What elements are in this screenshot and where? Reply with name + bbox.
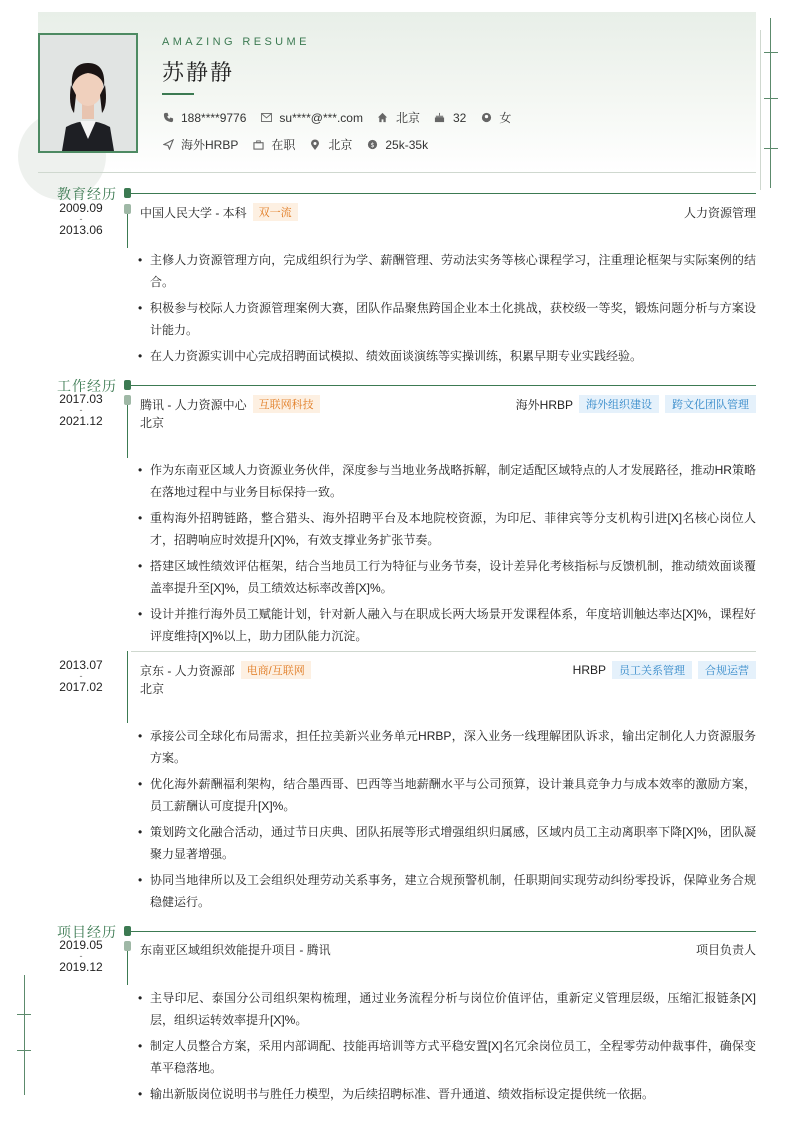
section-title-work: 工作经历 [57, 379, 117, 395]
work-role-line [436, 395, 756, 413]
list-item: • 协同当地律所以及工会组织处理劳动关系事务，建立合规预警机制，任职期间实现劳动纠纷零投诉，保障业务合规稳健运行。 [138, 869, 756, 913]
list-item: • 优化海外薪酬福利架构，结合墨西哥、巴西等当地薪酬水平与公司预算，设计兼具竞争力与成本效率的激励方案，员工薪酬认可度提升[X]%。 [138, 773, 756, 817]
age-text: 32 [452, 110, 467, 125]
education-bullets [138, 249, 756, 371]
salary-text: 25k-35k [385, 137, 429, 152]
status-text: 在职 [271, 138, 296, 152]
end-date: 2021.12 [59, 414, 103, 428]
industry-tag: 电商/互联网 [241, 661, 311, 679]
list-item: • 在人力资源实训中心完成招聘面试模拟、绩效面谈演练等实操训练，积累早期专业实践经验。 [138, 345, 756, 367]
timeline-line [127, 214, 128, 248]
work-bullets [138, 459, 756, 651]
start-date: 2009.09 [59, 201, 103, 215]
end-date: 2017.02 [59, 680, 103, 694]
skill-tag: 跨文化团队管理 [665, 395, 756, 413]
header-divider [38, 172, 756, 173]
timeline-node [124, 926, 131, 936]
education-school-line [140, 203, 298, 221]
list-item: • 重构海外招聘链路，整合猎头、海外招聘平台及本地院校资源，为印尼、菲律宾等分支机构引进[X]名核心岗位人才，招聘响应时效提升[X]%，有效支撑业务扩张节奏。 [138, 507, 756, 551]
gender-text: 女 [499, 111, 512, 125]
role-text: HRBP [572, 663, 606, 677]
phone-number: 188****9776 [181, 110, 247, 125]
portrait-image [40, 35, 136, 151]
end-date: 2019.12 [59, 960, 103, 974]
target-position-text: 海外HRBP [181, 138, 239, 152]
phone-info [162, 111, 246, 125]
work-company-line [140, 395, 320, 413]
school-tag: 双一流 [253, 203, 298, 221]
target-city-info [309, 136, 352, 153]
job-intention-row [162, 136, 442, 153]
list-item: • 积极参与校际人力资源管理案例大赛，团队作品聚焦跨国企业本土化挑战，获校级一等奖，锻炼问题分析与方案设计能力。 [138, 297, 756, 341]
major-text: 人力资源管理 [683, 206, 756, 220]
list-item: • 搭建区域性绩效评估框架，结合当地员工行为特征与业务节奏，设计差异化考核指标与反馈机制，推动绩效面谈覆盖率提升至[X]%，员工绩效达标率改善[X]%。 [138, 555, 756, 599]
date-separator: - [79, 671, 83, 681]
email-address: su****@***.com [279, 110, 363, 125]
decorative-line [760, 30, 761, 190]
skill-tag: 合规运营 [698, 661, 756, 679]
start-date: 2019.05 [59, 938, 103, 952]
cake-icon [434, 112, 446, 124]
list-item: • 制定人员整合方案，采用内部调配、技能再培训等方式平稳安置[X]名冗余岗位员工，全程零劳动仲裁事件，确保变革平稳落地。 [138, 1035, 756, 1079]
work-dates [51, 394, 111, 427]
target-position-info [162, 136, 238, 153]
section-title-education: 教育经历 [57, 187, 117, 203]
industry-tag: 互联网科技 [253, 395, 320, 413]
timeline-line [127, 951, 128, 985]
list-item: • 主导印尼、泰国分公司组织架构梳理，通过业务流程分析与岗位价值评估，重新定义管理层级，压缩汇报链条[X]层，组织运转效率提升[X]%。 [138, 987, 756, 1031]
salary-info [366, 138, 428, 152]
work-company-line [140, 661, 311, 679]
project-role-line [556, 941, 756, 958]
work-city: 北京 [140, 682, 165, 696]
target-city-text: 北京 [328, 138, 353, 152]
mail-icon [260, 112, 272, 124]
age-info [434, 111, 466, 125]
company-name: 腾讯 - 人力资源中心 [140, 397, 247, 412]
start-date: 2017.03 [59, 392, 103, 406]
money-icon [366, 139, 378, 151]
send-icon [162, 139, 174, 151]
status-info [252, 136, 295, 153]
briefcase-icon [252, 139, 264, 151]
decorative-tick [17, 1014, 31, 1015]
project-name: 东南亚区域组织效能提升项目 - 腾讯 [140, 943, 331, 957]
hometown-text: 北京 [395, 111, 420, 125]
company-name: 京东 - 人力资源部 [140, 663, 235, 678]
phone-icon [162, 112, 174, 124]
svg-text:$: $ [370, 140, 375, 149]
timeline-node [124, 188, 131, 198]
education-major [556, 204, 756, 221]
education-dates [51, 203, 111, 236]
timeline-subnode [124, 941, 131, 951]
date-separator: - [79, 214, 83, 224]
hometown-info [377, 109, 420, 126]
section-rule [131, 385, 756, 386]
profile-photo [38, 33, 138, 153]
work-dates [51, 660, 111, 693]
list-item: • 作为东南亚区域人力资源业务伙伴，深度参与当地业务战略拆解，制定适配区域特点的人才发展路径，推动HR策略在落地过程中与业务目标保持一致。 [138, 459, 756, 503]
candidate-name: 苏静静 [162, 61, 235, 86]
project-bullets [138, 987, 756, 1109]
location-icon [309, 139, 321, 151]
name-underline [162, 93, 194, 95]
list-item: • 承接公司全球化布局需求，担任拉美新兴业务单元HRBP，深入业务一线理解团队诉求，输出定制化人力资源服务方案。 [138, 725, 756, 769]
resume-tagline: AMAZING RESUME [162, 36, 310, 48]
date-separator: - [79, 951, 83, 961]
section-rule [131, 931, 756, 932]
gender-icon [480, 112, 492, 124]
work-bullets [138, 725, 756, 917]
decorative-line [770, 18, 771, 188]
list-item: • 输出新版岗位说明书与胜任力模型，为后续招聘标准、晋升通道、绩效指标设定提供统一依据。 [138, 1083, 756, 1105]
timeline-line [127, 651, 128, 723]
school-name: 中国人民大学 - 本科 [140, 205, 247, 220]
timeline-subnode [124, 395, 131, 405]
list-item: • 设计并推行海外员工赋能计划，针对新人融入与在职成长两大场景开发课程体系，年度培训触达率达[X]%，课程好评度维持[X]%以上，助力团队能力沉淀。 [138, 603, 756, 647]
section-rule [131, 193, 756, 194]
work-role-line [436, 661, 756, 679]
list-item: • 主修人力资源管理方向，完成组织行为学、薪酬管理、劳动法实务等核心课程学习，注重理论框架与实际案例的结合。 [138, 249, 756, 293]
decorative-tick [764, 148, 778, 149]
role-text: 海外HRBP [515, 397, 573, 412]
list-item: • 策划跨文化融合活动，通过节日庆典、团队拓展等形式增强组织归属感，区域内员工主动离职率下降[X]%，团队凝聚力显著增强。 [138, 821, 756, 865]
end-date: 2013.06 [59, 223, 103, 237]
timeline-line [127, 405, 128, 458]
contact-info-row [162, 109, 525, 126]
project-name-line [140, 941, 331, 958]
section-title-project: 项目经历 [57, 925, 117, 941]
decorative-tick [17, 1050, 31, 1051]
start-date: 2013.07 [59, 658, 103, 672]
skill-tag: 员工关系管理 [612, 661, 692, 679]
gender-info [480, 109, 511, 126]
decorative-tick [764, 52, 778, 53]
timeline-subnode [124, 204, 131, 214]
timeline-node [124, 380, 131, 390]
work-city: 北京 [140, 416, 165, 430]
project-dates [51, 940, 111, 973]
decorative-line [24, 975, 25, 1095]
entry-divider [131, 651, 756, 652]
decorative-tick [764, 98, 778, 99]
home-icon [377, 112, 389, 124]
email-info [260, 111, 363, 125]
project-role: 项目负责人 [695, 943, 756, 957]
skill-tag: 海外组织建设 [579, 395, 659, 413]
date-separator: - [79, 405, 83, 415]
